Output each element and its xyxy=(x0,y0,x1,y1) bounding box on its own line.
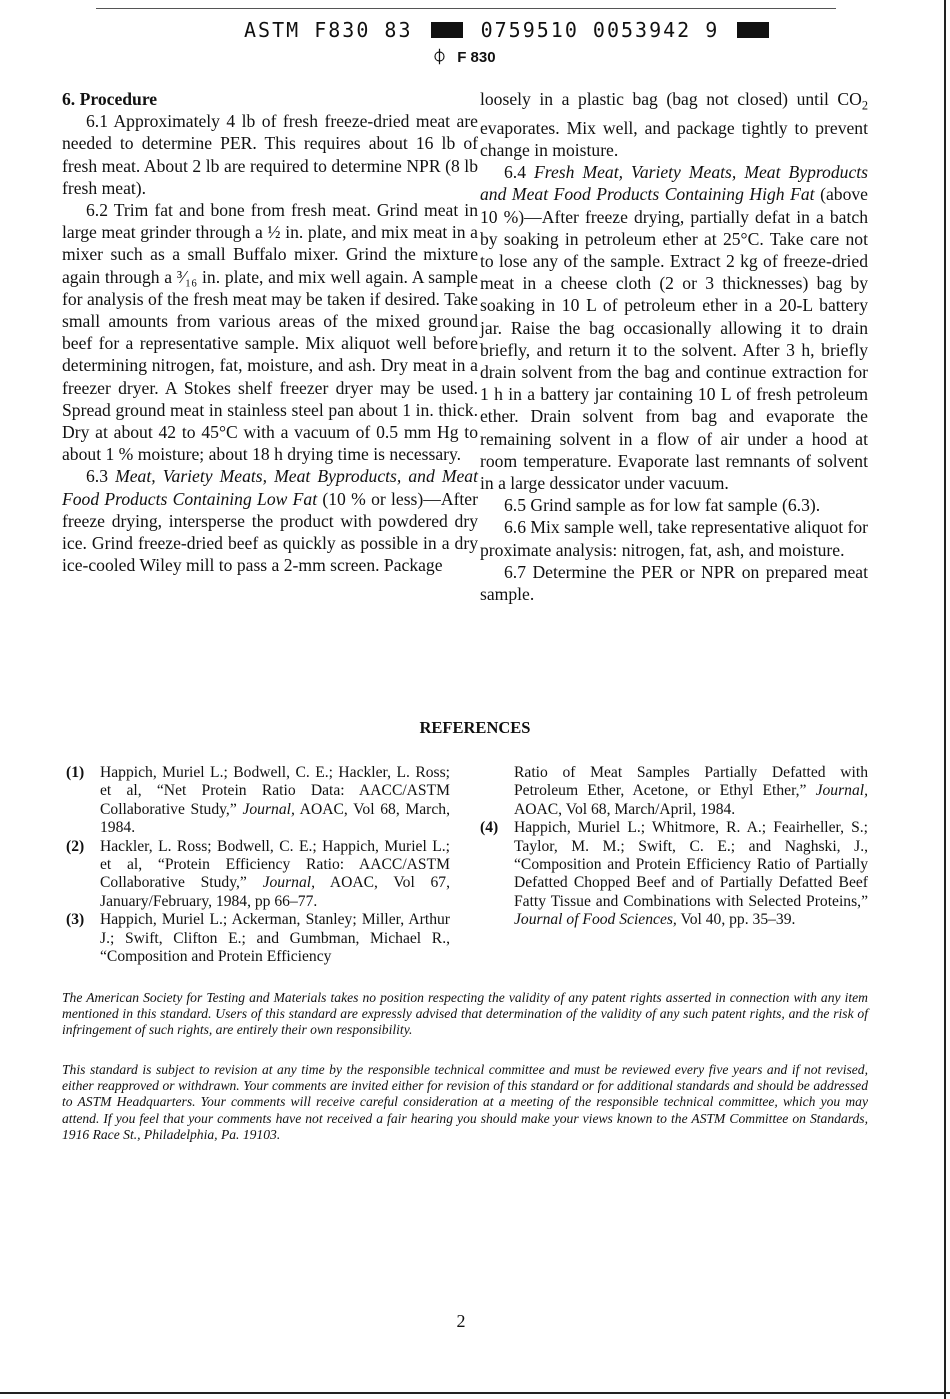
ref-4-text-a: Happich, Muriel L.; Whitmore, R. A.; Feairheller, S.; Taylor, M. M.; Swift, C. E.; and Naghski, J., “Composition and Protein Efficiency Ratio of Partially Defatted Chopped Beef and of Partially Defatted Beef Fatty Tissue and Combinations with Selected Proteins,” xyxy=(514,819,868,910)
references-left-column xyxy=(66,764,450,966)
ref-1-text-b: AOAC, Vol 68, March, 1984. xyxy=(100,800,450,837)
ref-2-text-a: Hackler, L. Ross; Bodwell, C. E.; Happich, Muriel L.; et al, “Protein Efficiency Ratio: AACC/ASTM Collaborative Study,” xyxy=(100,837,450,892)
ref-1-text-a: Happich, Muriel L.; Bodwell, C. E.; Hackler, L. Ross; et al, “Net Protein Ratio Data: AACC/ASTM Collaborative Study,” xyxy=(100,764,450,818)
section-heading: 6. Procedure xyxy=(62,89,158,109)
references-right-column xyxy=(480,764,868,930)
reference-4 xyxy=(480,819,868,929)
black-bar-icon xyxy=(737,22,769,38)
p63-cont-b: evaporates. Mix well, and package tightly to prevent change in moisture. xyxy=(480,117,868,160)
ref-3-cont-a: Ratio of Meat Samples Partially Defatted with Petroleum Ether, Acetone, or Ethyl Ether,” xyxy=(514,764,868,800)
paragraph-6-3-continued xyxy=(480,88,868,161)
designation-text: F 830 xyxy=(457,49,496,66)
p64-body: (above 10 %)—After freeze drying, partially defat in a batch by soaking in petroleum ether at 25°C. Take care not to lose any of the sample. Extract 2 kg of freeze-dried meat in a cheese cloth (2 or 3 thicknesses) bag by soaking in 10 L of petroleum ether in a 20-L battery jar. Raise the bag occasionally allowing it to drain briefly, and return it to the solvent. After 3 h, briefly drain solvent from the bag and continue extraction for 1 h in a battery jar containing 10 L of fresh petroleum ether. Drain solvent from bag and evaporate the remaining solvent in a flow of air under a hood at room temperature. Evaporate last remnants of solvent in a large dessicator under vacuum. xyxy=(480,184,868,493)
ref-3-journal: Journal, xyxy=(815,782,868,800)
references-heading: REFERENCES xyxy=(419,718,531,737)
ref-3-cont-b: AOAC, Vol 68, March/April, 1984. xyxy=(514,800,736,818)
ref-4-number: (4) xyxy=(480,819,499,837)
ref-1-number: (1) xyxy=(66,764,85,781)
ref-4-text-b: Vol 40, pp. 35–39. xyxy=(676,911,796,929)
co2-subscript: 2 xyxy=(861,98,868,113)
ref-1-journal: Journal, xyxy=(242,800,295,818)
scan-code xyxy=(244,18,773,42)
black-bar-icon xyxy=(431,22,463,38)
p63-number: 6.3 xyxy=(86,466,108,487)
right-border xyxy=(944,0,946,1399)
astm-logo-icon: ⏀ xyxy=(432,49,448,66)
ref-2-journal: Journal, xyxy=(262,874,315,892)
paragraph-6-7: 6.7 Determine the PER or NPR on prepared meat sample. xyxy=(480,561,868,604)
reference-2 xyxy=(66,838,450,912)
paragraph-6-6: 6.6 Mix sample well, take representative aliquot for proximate analysis: nitrogen, fat, ash, and moisture. xyxy=(480,517,868,560)
p63-cont-a: loosely in a plastic bag (bag not closed) until CO xyxy=(480,89,862,109)
p64-title: Fresh Meat, Variety Meats, Meat Byproducts and Meat Food Products Containing High Fat xyxy=(480,162,868,205)
paragraph-6-2: 6.2 Trim fat and bone from fresh meat. Grind meat in large meat grinder through a ½ in. plate, and mix meat in a mixer such as a small Buffalo mixer. Grind the mixture again through a ³⁄₁₆ in. plate, and mix well again. A sample for analysis of the fresh meat may be taken if desired. Take small amounts from various areas of the mixed ground beef for a representative sample. Mix aliquot well before determining nitrogen, fat, moisture, and ash. Dry meat in a freezer dryer. A Stokes shelf freezer dryer may be used. Spread ground meat in stainless steel pan about 1 in. thick. Dry at about 42 to 45°C with a vacuum of 0.5 mm Hg to about 1 % moisture; about 18 h drying time is necessary. xyxy=(62,200,478,465)
ref-3-number: (3) xyxy=(66,911,85,929)
left-column xyxy=(62,88,478,576)
right-column xyxy=(480,88,868,605)
p63-title: Meat, Variety Meats, Meat Byproducts, and Meat Food Products Containing Low Fat xyxy=(62,466,478,509)
ref-4-journal: Journal of Food Sciences, xyxy=(514,911,677,929)
patent-notice: The American Society for Testing and Materials takes no position respecting the validity of any patent rights asserted in connection with any item mentioned in this standard. Users of this standard are expressly advised that determination of the validity of any such patent rights, and the risk of infringement of such rights, are entirely their own responsibility. xyxy=(62,990,868,1038)
reference-1 xyxy=(66,764,450,838)
page-number: 2 xyxy=(456,1311,466,1331)
reference-3 xyxy=(66,911,450,966)
paragraph-6-5: 6.5 Grind sample as for low fat sample (6.3). xyxy=(504,495,821,516)
ref-2-text-b: AOAC, Vol 67, January/February, 1984, pp 66–77. xyxy=(100,874,451,910)
p63-body: (10 % or less)—After freeze drying, intersperse the product with powdered dry ice. Grind freeze-dried beef as quickly as possible in a dry ice-cooled Wiley mill to pass a 2-mm screen. Package xyxy=(62,488,478,576)
ref-3-text-a: Happich, Muriel L.; Ackerman, Stanley; Miller, Arthur J.; Swift, Clifton E.; and Gumbman, Michael R., “Composition and Protein Efficiency xyxy=(100,911,450,966)
reference-3-continued xyxy=(480,764,868,819)
revision-notice: This standard is subject to revision at any time by the responsible technical committee and must be reviewed every five years and if not revised, either reapproved or withdrawn. Your comments are invited either for revision of this standard or for additional standards and should be addressed to ASTM Headquarters. Your comments will receive careful consideration at a meeting of the responsible technical committee, which you may attend. If you feel that your comments have not received a fair hearing you should make your views known to the ASTM Committee on Standards, 1916 Race St., Philadelphia, Pa. 19103. xyxy=(62,1062,868,1142)
p64-number: 6.4 xyxy=(504,162,526,183)
top-rule xyxy=(96,8,836,9)
scan-code-mid: 0759510 0053942 9 xyxy=(480,18,720,42)
paragraph-6-3 xyxy=(62,465,478,576)
standard-designation xyxy=(432,46,496,67)
paragraph-6-1: 6.1 Approximately 4 lb of fresh freeze-dried meat are needed to determine PER. This requires about 16 lb of fresh meat. About 2 lb are required to determine NPR (8 lb fresh meat). xyxy=(62,111,478,198)
ref-2-number: (2) xyxy=(66,837,85,855)
bottom-border xyxy=(0,1392,950,1394)
scan-code-left: ASTM F830 83 xyxy=(244,18,413,42)
paragraph-6-4 xyxy=(480,161,868,494)
